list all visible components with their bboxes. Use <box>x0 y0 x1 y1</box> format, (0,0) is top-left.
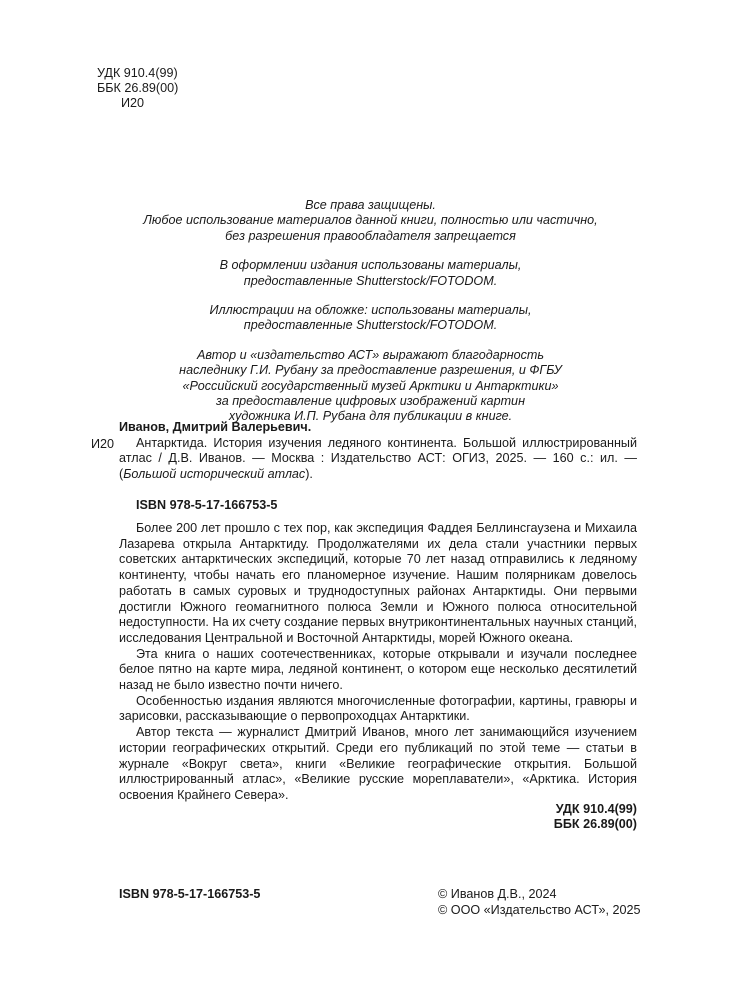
udk-code: УДК 910.4(99) <box>555 802 637 816</box>
classification-codes-bottom <box>500 802 637 832</box>
copyright-notice <box>0 198 741 244</box>
copyright-author: © Иванов Д.В., 2024 <box>438 887 557 901</box>
cover-credits <box>0 303 741 334</box>
series-title: Большой исторический атлас <box>123 466 306 481</box>
annotation-paragraph: Более 200 лет прошло с тех пор, как экспедиция Фаддея Беллинсгаузена и Михаила Лазарева открыла Антарктиду. Продолжателями их дела стали участники первых советских антарктических экспедиций, которые 70 лет назад отправились к ледяному континенту, чтобы начать его планомерное изучение. Нашим полярникам довелось работать в самых суровых и труднодоступных районах Антарктиды. Они первыми достигли Южного геомагнитного полюса Земли и Южного полюса относительной недоступности. На их счету создание первых внутриконтинентальных научных станций, исследования Центральной и Восточной Антарктиды, морей Южного океана. <box>119 521 637 645</box>
bbk-code: ББК 26.89(00) <box>97 81 179 95</box>
thanks-line: «Российский государственный музей Арктики и Антарктики» <box>182 378 559 393</box>
isbn-bottom: ISBN 978-5-17-166753-5 <box>119 887 261 901</box>
acknowledgements <box>0 348 741 425</box>
credits-line: предоставленные Shutterstock/FOTODOM. <box>243 273 498 288</box>
isbn-top: ISBN 978-5-17-166753-5 <box>136 498 278 512</box>
credits-line: В оформлении издания использованы материалы, <box>219 258 522 273</box>
author-index-code: И20 <box>121 96 145 110</box>
entry-end: ). <box>305 466 313 481</box>
annotation-paragraph: Автор текста — журналист Дмитрий Иванов, много лет занимающийся изучением истории географических открытий. Среди его публикаций по этой теме — статьи в журнале «Вокруг света», книги «Великие географические открытия. Большой иллюстрированный атлас», «Великие русские мореплаватели», «Арктика. История освоения Крайнего Севера». <box>119 725 637 802</box>
thanks-line: художника И.П. Рубана для публикации в книге. <box>228 409 513 424</box>
annotation <box>119 521 637 804</box>
classification-codes-top <box>97 66 178 111</box>
credits-line: Иллюстрации на обложке: использованы материалы, <box>209 303 532 318</box>
author-name: Иванов, Дмитрий Валерьевич. <box>119 420 312 434</box>
rights-notice <box>0 198 741 425</box>
bibliographic-entry <box>119 436 637 483</box>
bibliographic-index: И20 <box>91 437 115 451</box>
thanks-line: наследнику Г.И. Рубану за предоставление разрешения, и ФГБУ <box>179 363 562 378</box>
annotation-paragraph: Эта книга о наших соотечественниках, которые открывали и изучали последнее белое пятно на карте мира, ледяной континент, о котором еще несколько десятилетий назад не было известно почти ничего. <box>119 646 637 693</box>
design-credits <box>0 258 741 289</box>
udk-code: УДК 910.4(99) <box>97 66 178 80</box>
annotation-paragraph: Особенностью издания являются многочисленные фотографии, картины, гравюры и зарисовки, рассказывающие о первопроходцах Антарктики. <box>119 693 637 724</box>
thanks-line: Автор и «издательство АСТ» выражают благодарность <box>196 347 545 362</box>
rights-line: Любое использование материалов данной книги, полностью или частично, <box>143 213 598 228</box>
credits-line: предоставленные Shutterstock/FOTODOM. <box>243 318 498 333</box>
thanks-line: за предоставление цифровых изображений картин <box>216 394 525 409</box>
rights-line: Все права защищены. <box>305 198 436 212</box>
copyright-block <box>438 887 641 918</box>
bbk-code: ББК 26.89(00) <box>553 817 637 831</box>
entry-main: Антарктида. История изучения ледяного континента. Большой иллюстрированный атлас / Д.В. Иванов. — Москва : Издательство АСТ: ОГИЗ, 2025. — 160 с.: ил. — ( <box>119 435 637 481</box>
rights-line: без разрешения правообладателя запрещается <box>225 228 516 243</box>
bibliographic-record <box>119 420 637 482</box>
copyright-publisher: © ООО «Издательство АСТ», 2025 <box>438 902 641 917</box>
